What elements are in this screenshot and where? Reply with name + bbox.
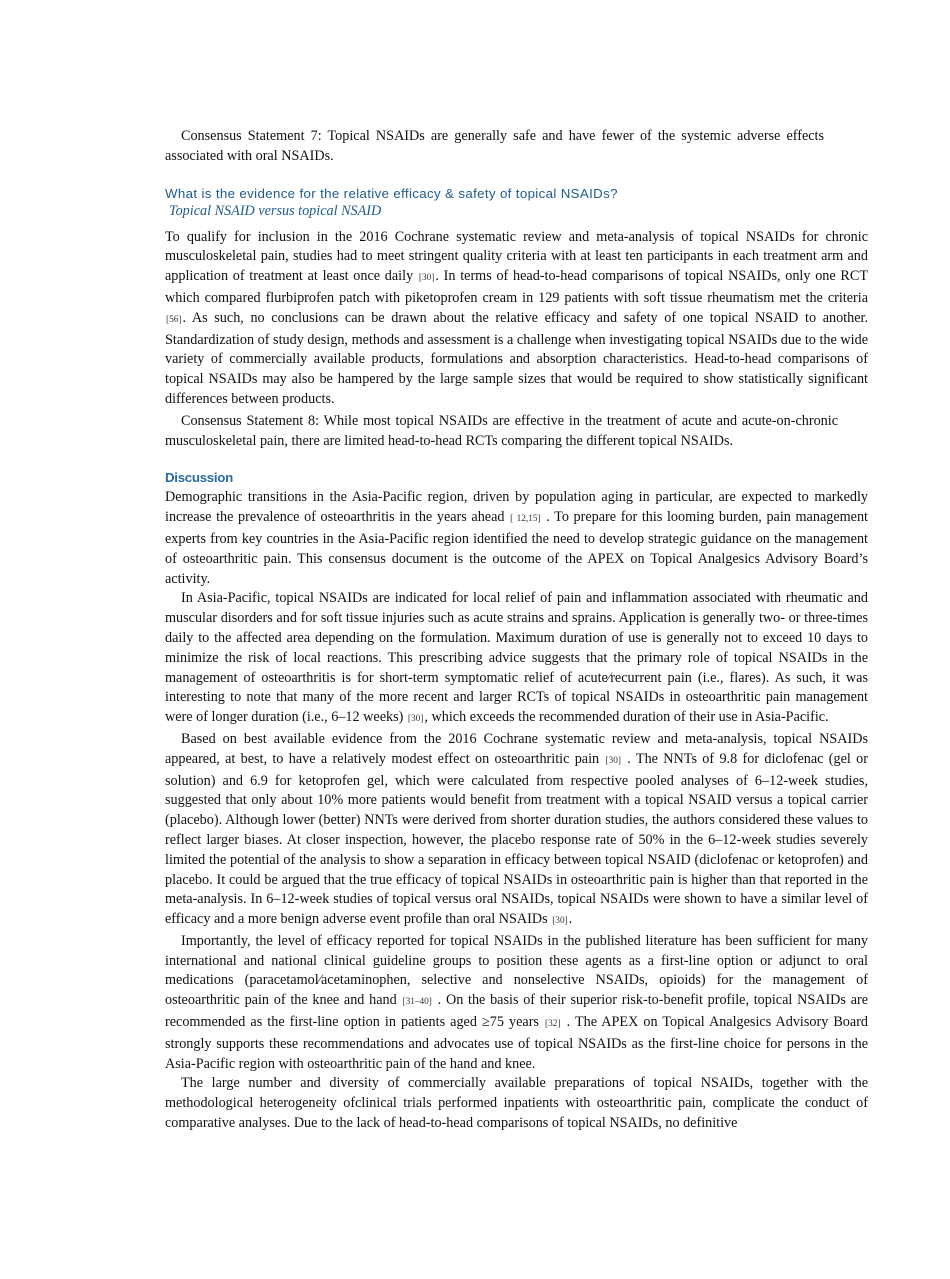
paragraph-heterogeneity: The large number and diversity of commercially available preparations of topical NSAIDs, together with the methodological heterogeneity ofclinical trials performed inpatients with osteoarthritic pain, complicate the conduct of comparative analyses. Due to the lack of head-to-head comparisons of topical NSAIDs, no definitive [165, 1075, 868, 1132]
paragraph-text: To qualify for inclusion in the 2016 Cochrane systematic review and meta-analysis of topical NSAIDs for chronic musculoskeletal pain, studies had to meet stringent quality criteria with at least ten participants in each treatment arm and application of treatment at least once daily [165, 228, 868, 285]
paragraph-text: Based on best available evidence from the 2016 Cochrane systematic review and meta-analysis, topical NSAIDs appeared, at best, to have a relatively modest effect on osteoarthritic pain [165, 730, 868, 767]
consensus-statement-8: Consensus Statement 8: While most topical NSAIDs are effective in the treatment of acute and acute-on-chronic musculoskeletal pain, there are limited head-to-head RCTs comparing the different topical NSAIDs. [165, 412, 838, 449]
paragraph-text: In Asia-Pacific, topical NSAIDs are indicated for local relief of pain and inflammation associated with rheumatic and muscular disorders and for soft tissue injuries such as acute strains and sprains. Application is generally two- or three-times daily to the affected area depending on the formulation. Maximum duration of use is generally not to exceed 10 days to minimize the risk of local reactions. This prescribing advice suggests that the primary role of topical NSAIDs in the management of osteoarthritis is for short-term symptomatic relief of acute⁄recurrent pain (i.e., flares). As such, it was interesting to note that many of the more recent and larger RCTs of topical NSAIDs in osteoarthritic pain management were of longer duration (i.e., 6–12 weeks) [165, 590, 868, 726]
discussion-heading: Discussion [165, 470, 233, 486]
paragraph-cochrane-evidence [165, 730, 868, 932]
paragraph-text: . As such, no conclusions can be drawn about the relative efficacy and safety of one topical NSAID to another. Standardization of study design, methods and assessment is a challenge when investigating topical NSAIDs due to the wide variety of commercially available products, formulations and absorption characteristics. Head-to-head comparisons of topical NSAIDs may also be hampered by the large sample sizes that would be required to show statistically significant differences between products. [165, 309, 868, 407]
citation-link[interactable]: [30] [552, 916, 568, 927]
section-heading-evidence: What is the evidence for the relative efficacy & safety of topical NSAIDs? [165, 185, 618, 201]
citation-link[interactable]: [ 12,15] [510, 514, 541, 525]
paragraph-text: . On the basis of their superior risk-to-benefit profile, topical NSAIDs are recommended as the first-line option in patients aged ≥75 years [165, 992, 869, 1031]
citation-link[interactable]: [30] [418, 273, 435, 284]
paragraph-text: . The APEX on Topical Analgesics Advisory Board strongly supports these recommendations and advocates use of topical NSAIDs as the first-line choice for persons in the Asia-Pacific region with osteoarthritic pain of the hand and knee. [165, 1014, 869, 1072]
paragraph-demographic-transitions [165, 488, 868, 589]
paragraph-cochrane-criteria [165, 228, 868, 410]
citation-link[interactable]: [56] [166, 314, 182, 325]
paragraph-text: . The NNTs of 9.8 for diclofenac (gel or solution) and 6.9 for ketoprofen gel, which were calculated from respective pooled analyses of 6–12-week studies, suggested that only about 10% more patients would benefit from treatment with a topical NSAID versus a topical carrier (placebo). Although lower (better) NNTs were derived from shorter duration studies, the authors considered these values to reflect larger biases. At closer inspection, however, the placebo response rate of 50% in the 6–12-week studies severely limited the potential of the analysis to show a separation in efficacy between topical NSAID (diclofenac or ketoprofen) and placebo. It could be argued that the true efficacy of topical NSAIDs in osteoarthritic pain is higher than that reported in the meta-analysis. In 6–12-week studies of topical versus oral NSAIDs, topical NSAIDs were shown to have a similar level of efficacy and a more benign adverse event profile than oral NSAIDs [165, 750, 868, 928]
citation-link[interactable]: [30] [407, 714, 424, 725]
paragraph-asia-pacific-indications [165, 589, 868, 730]
subsection-heading-topical-vs-topical: Topical NSAID versus topical NSAID [169, 202, 382, 219]
paragraph-guideline-recommendations [165, 932, 868, 1075]
paragraph-text: Importantly, the level of efficacy reported for topical NSAIDs in the published literature has been sufficient for many international and national clinical guideline groups to position these agents as a first-line option or adjunct to oral medications (paracetamol⁄acetaminophen, selective and nonselective NSAIDs, opioids) for the management of osteoarthritic pain of the knee and hand [165, 932, 868, 1009]
paragraph-text: . In terms of head-to-head comparisons of topical NSAIDs, only one RCT which compared flurbiprofen patch with piketoprofen cream in 129 patients with soft tissue rheumatism met the criteria [165, 268, 868, 306]
consensus-statement-7: Consensus Statement 7: Topical NSAIDs are generally safe and have fewer of the systemic adverse effects associated with oral NSAIDs. [165, 128, 824, 164]
paragraph-text: . To prepare for this looming burden, pain management experts from key countries in the Asia-Pacific region identified the need to develop strategic guidance on the management of osteoarthritic pain. This consensus document is the outcome of the APEX on Topical Analgesics Advisory Board’s activity. [165, 509, 868, 587]
paragraph-text: . [568, 911, 573, 928]
citation-link[interactable]: [31–40] [402, 997, 432, 1008]
citation-link[interactable]: [32] [545, 1019, 561, 1030]
paragraph-text: Demographic transitions in the Asia-Pacific region, driven by population aging in particular, are expected to markedly increase the prevalence of osteoarthritis in the years ahead [165, 489, 868, 526]
citation-link[interactable]: [30] [605, 755, 621, 766]
article-page [165, 124, 868, 1134]
paragraph-text: , which exceeds the recommended duration of their use in Asia-Pacific. [424, 709, 829, 726]
